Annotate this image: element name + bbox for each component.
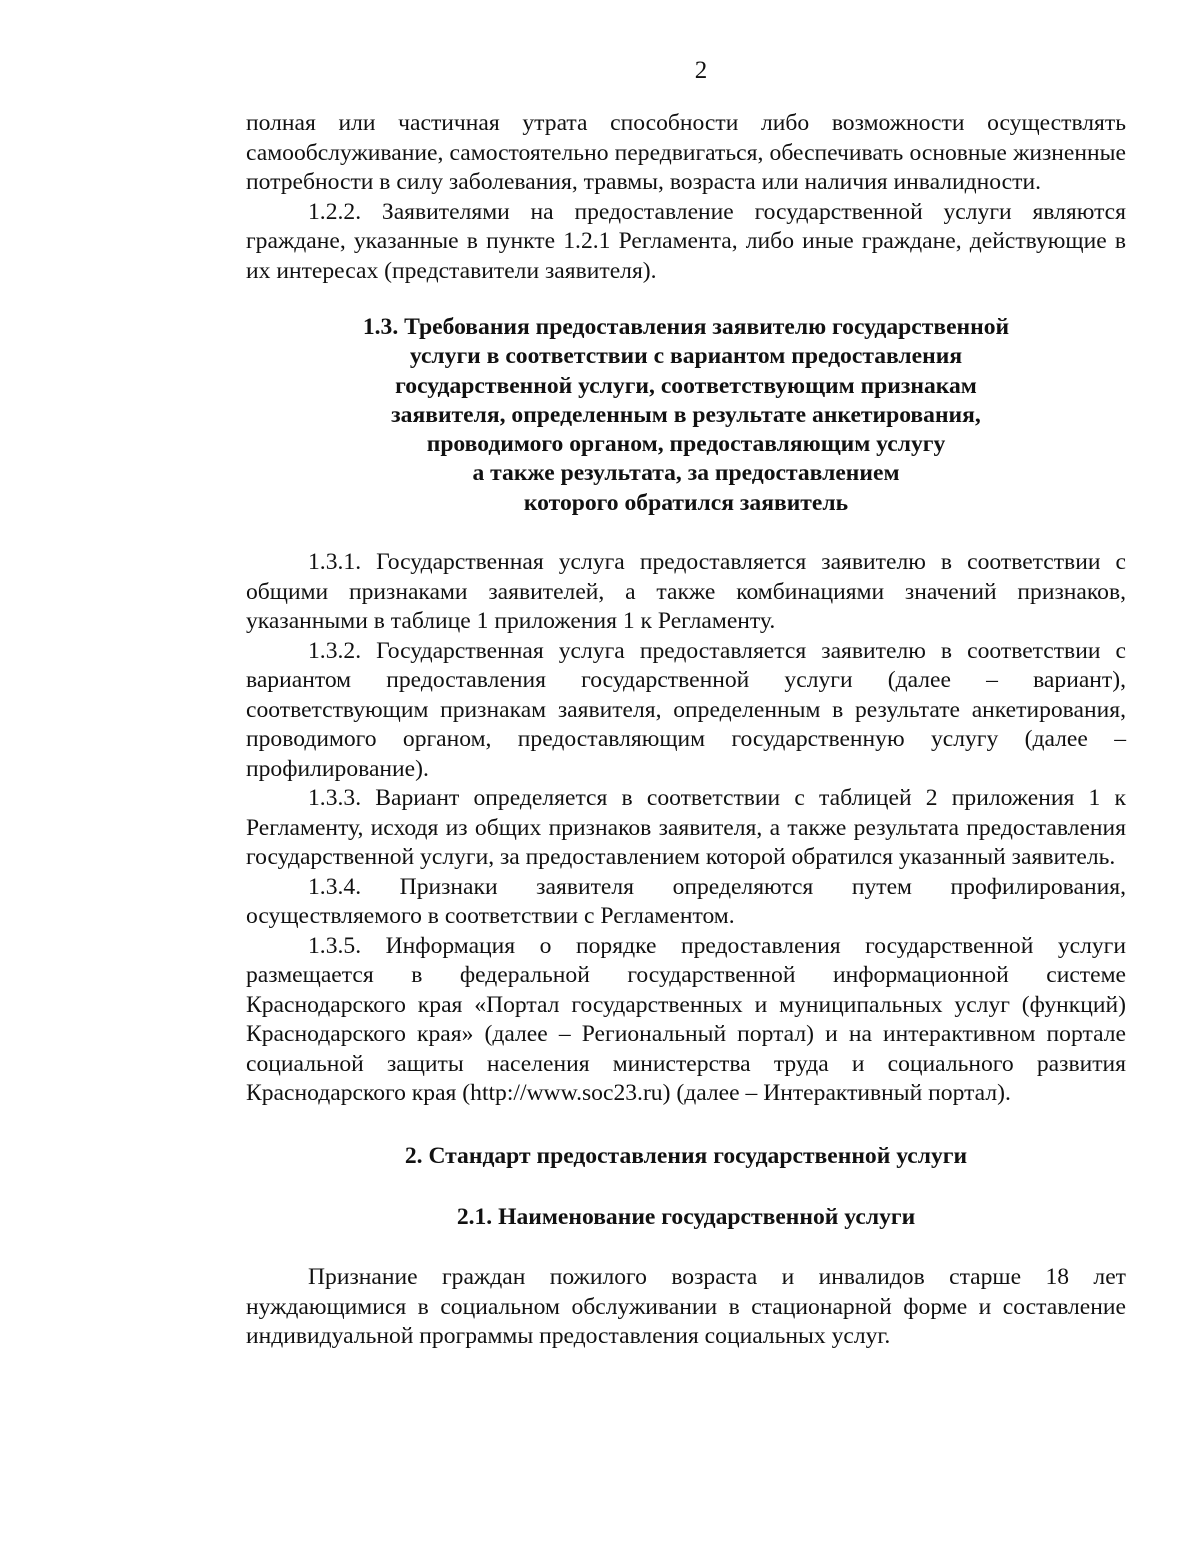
paragraph-1-3-3: 1.3.3. Вариант определяется в соответствии с таблицей 2 приложения 1 к Регламенту, исходя из общих признаков заявителя, а также результата предоставления государственной услуги, за предоставлением которой обратился указанный заявитель. (246, 785, 1126, 871)
document-page (246, 56, 1126, 1352)
heading-line: а также результата, за предоставлением (472, 460, 900, 487)
page-number: 2 (694, 57, 708, 84)
section-heading-2-1: 2.1. Наименование государственной услуги (456, 1203, 916, 1230)
heading-line: которого обратился заявитель (523, 489, 849, 516)
paragraph-1-3-4: 1.3.4. Признаки заявителя определяются путем профилирования, осуществляемого в соответствии с Регламентом. (246, 873, 1126, 930)
heading-line: услуги в соответствии с вариантом предоставления (409, 343, 963, 370)
paragraph-1-3-2: 1.3.2. Государственная услуга предоставляется заявителю в соответствии с вариантом предоставления государственной услуги (далее – вариант), соответствующим признакам заявителя, определенным в результате анкетирования, проводимого органом, предоставляющим государственную услугу (далее – профилирование). (246, 637, 1126, 782)
paragraph-1-3-1: 1.3.1. Государственная услуга предоставляется заявителю в соответствии с общими признаками заявителей, а также комбинациями значений признаков, указанными в таблице 1 приложения 1 к Регламенту. (246, 549, 1126, 635)
heading-line: проводимого органом, предоставляющим услугу (426, 431, 946, 458)
heading-line: государственной услуги, соответствующим признакам (395, 372, 977, 399)
section-heading-2: 2. Стандарт предоставления государственной услуги (404, 1142, 968, 1169)
heading-line: 1.3. Требования предоставления заявителю государственной (362, 314, 1010, 340)
paragraph-2-1: Признание граждан пожилого возраста и инвалидов старше 18 лет нуждающимися в социальном обслуживании в стационарной форме и составление индивидуальной программы предоставления социальных услуг. (246, 1264, 1126, 1350)
paragraph-1-3-5: 1.3.5. Информация о порядке предоставления государственной услуги размещается в федеральной государственной информационной системе Краснодарского края «Портал государственных и муниципальных услуг (функций) Краснодарского края» (далее – Региональный портал) и на интерактивном портале социальной защиты населения министерства труда и социального развития Краснодарского края (http://www.soc23.ru) (далее – Интерактивный портал). (246, 932, 1126, 1107)
heading-line: заявителя, определенным в результате анкетирования, (391, 401, 981, 428)
section-heading-1-3 (246, 313, 1126, 518)
paragraph-1-2-2: 1.2.2. Заявителями на предоставление государственной услуги являются граждане, указанные в пункте 1.2.1 Регламента, либо иные граждане, действующие в их интересах (представители заявителя). (246, 198, 1126, 284)
paragraph-continuation: полная или частичная утрата способности либо возможности осуществлять самообслуживание, самостоятельно передвигаться, обеспечивать основные жизненные потребности в силу заболевания, травмы, возраста или наличия инвалидности. (246, 110, 1126, 195)
